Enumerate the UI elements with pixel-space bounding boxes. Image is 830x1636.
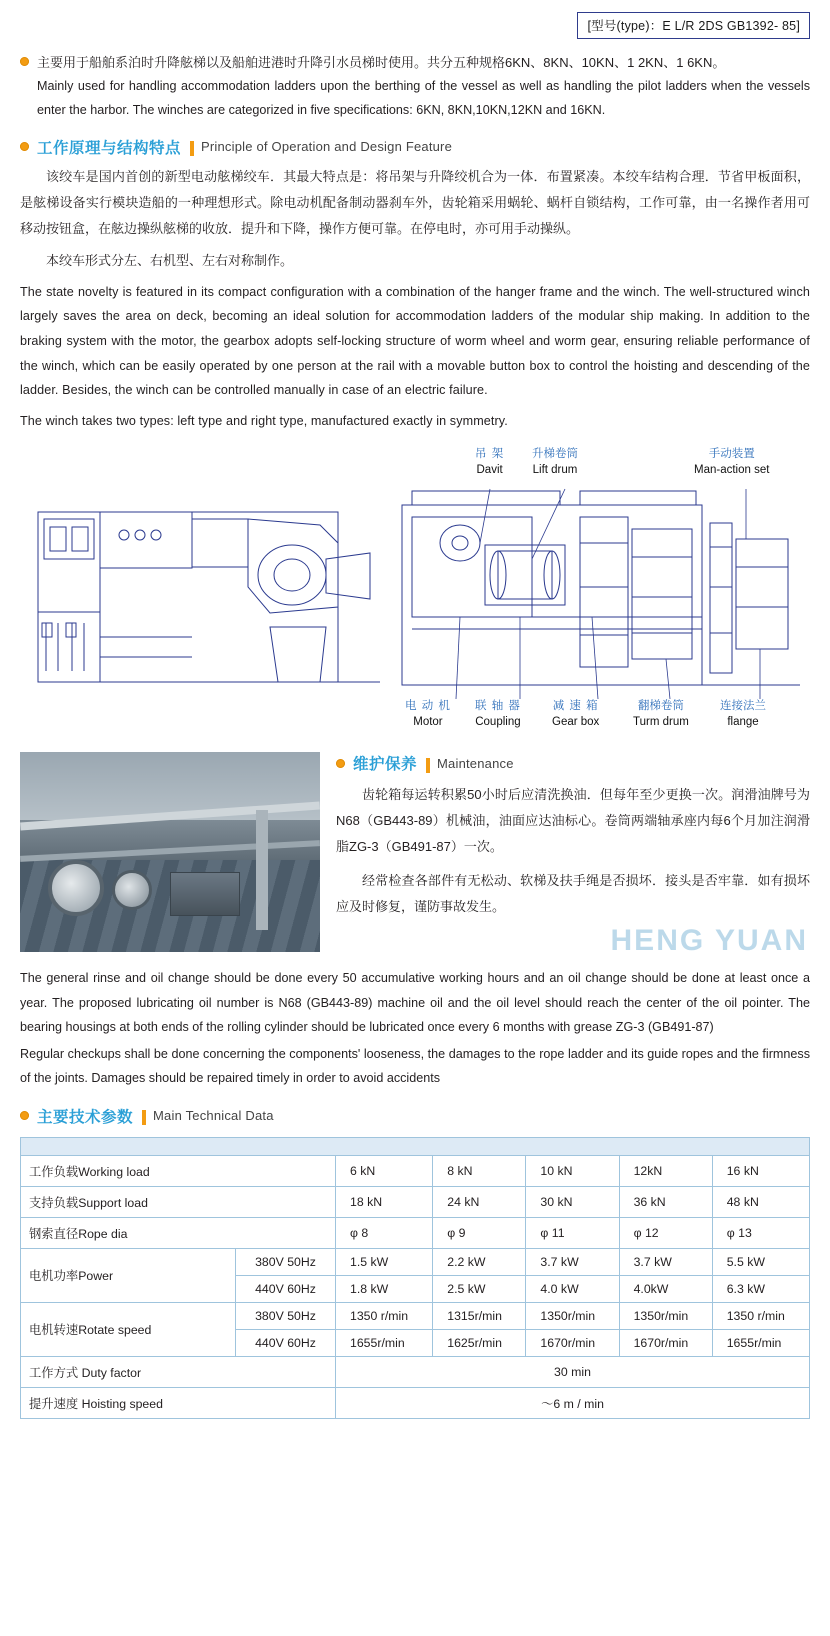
cell-speed-380-3: 1350r/min	[526, 1302, 619, 1329]
cell-support-load-5: 48 kN	[712, 1186, 809, 1217]
cell-support-load-1: 18 kN	[336, 1186, 433, 1217]
cell-power-380-2: 2.2 kW	[433, 1248, 526, 1275]
cell-power-380-5: 5.5 kW	[712, 1248, 809, 1275]
table-head-cell	[21, 1137, 810, 1155]
intro-text	[37, 51, 810, 122]
section-divider-bar	[142, 1110, 146, 1125]
technical-data-title-cn: 主要技术参数	[37, 1108, 134, 1126]
cell-support-load-3: 30 kN	[526, 1186, 619, 1217]
figure-label-gear-box-en: Gear box	[552, 715, 600, 728]
cell-power-380-4: 3.7 kW	[619, 1248, 712, 1275]
row-sub-power-380v: 380V 50Hz	[236, 1248, 336, 1275]
cell-support-load-4: 36 kN	[619, 1186, 712, 1217]
photo-gearbox	[170, 872, 240, 916]
row-sub-power-440v: 440V 60Hz	[236, 1275, 336, 1302]
technical-data-table-wrap	[20, 1137, 810, 1419]
maintenance-en-paragraph-1: The general rinse and oil change should be done every 50 accumulative working hours and an oil change should be done at least once a year. The proposed lubricating oil number is N68 (GB443-89) machine oil and the oil level should reach the center of the oil pointer. The bearing housings at both ends of the rolling cylinder should be lubricated once every 6 months with grease ZG-3 (GB491-87)	[20, 971, 810, 1035]
figure-label-turm-drum-cn: 翻梯卷筒	[637, 700, 684, 713]
figure-label-davit-en: Davit	[476, 463, 503, 476]
cell-working-load-12kn: 12kN	[619, 1155, 712, 1186]
principle-en-paragraph-1: The state novelty is featured in its compact configuration with a combination of the hanger frame and the winch. The well-structured winch largely saves the area on deck, becoming an ideal solution for accommodation ladders of the modular ship making. In addition to the braking system with the motor, the gearbox adopts self-locking structure of worm wheel and worm gear, ensuring reliable performance of the winch, which can be easily operated by one person at the rail with a movable button box to control the hoisting and descending of the ladder. Besides, the winch can be controlled manually in case of an electric failure.	[20, 284, 810, 398]
section-divider-bar	[190, 141, 194, 156]
table-row	[21, 1302, 810, 1329]
cell-rope-dia-1: φ 8	[336, 1217, 433, 1248]
figure-label-coupling	[475, 699, 521, 730]
cell-duty-factor-value: 30 min	[336, 1356, 810, 1387]
row-label-power: 电机功率Power	[21, 1248, 236, 1302]
technical-data-title-en: Main Technical Data	[153, 1108, 274, 1124]
section-heading-technical-data	[20, 1105, 810, 1127]
figure-label-gear-box-cn: 减 速 箱	[552, 700, 599, 713]
cell-power-440-4: 4.0kW	[619, 1275, 712, 1302]
maintenance-cn-paragraph-1: 齿轮箱每运转积累50小时后应清洗换油．但每年至少更换一次。润滑油牌号为N68（GB443-89）机械油，油面应达油标心。卷筒两端轴承座内每6个月加注润滑脂ZG-3（GB491-87）一次。	[336, 787, 810, 855]
type-badge-row	[20, 0, 810, 39]
cell-working-load-16kn: 16 kN	[712, 1155, 809, 1186]
figure-label-coupling-en: Coupling	[475, 715, 521, 728]
cell-power-440-2: 2.5 kW	[433, 1275, 526, 1302]
cell-speed-380-5: 1350 r/min	[712, 1302, 809, 1329]
cell-hoisting-speed-value: ～6 m / min	[336, 1387, 810, 1418]
row-label-rotate-speed: 电机转速Rotate speed	[21, 1302, 236, 1356]
figure-label-man-action-en: Man-action set	[694, 463, 770, 476]
figure-label-coupling-cn: 联 轴 器	[475, 700, 521, 713]
model-type-badge: [型号(type)：E L/R 2DS GB1392- 85]	[577, 12, 810, 39]
maintenance-title-cn: 维护保养	[353, 756, 418, 774]
figure-label-motor-cn: 电 动 机	[405, 700, 451, 713]
cell-speed-380-1: 1350 r/min	[336, 1302, 433, 1329]
bullet-dot-icon	[20, 1111, 29, 1120]
row-label-support-load: 支持负载Support load	[21, 1186, 336, 1217]
maintenance-cn-paragraph-2: 经常检查各部件有无松动、软梯及扶手绳是否损坏．接头是否牢靠．如有损坏应及时修复，谨防事故发生。	[336, 873, 810, 915]
principle-cn-paragraph-2: 本绞车形式分左、右机型、左右对称制作。	[46, 252, 294, 268]
cell-speed-380-4: 1350r/min	[619, 1302, 712, 1329]
row-label-rope-dia: 钢索直径Rope dia	[21, 1217, 336, 1248]
section-heading-principle	[20, 136, 810, 158]
cell-speed-440-2: 1625r/min	[433, 1329, 526, 1356]
row-label-duty-factor: 工作方式 Duty factor	[21, 1356, 336, 1387]
section-title-en: Principle of Operation and Design Feature	[201, 139, 453, 155]
cell-speed-440-3: 1670r/min	[526, 1329, 619, 1356]
brand-watermark: HENG YUAN	[610, 924, 808, 958]
cell-support-load-2: 24 kN	[433, 1186, 526, 1217]
table-row	[21, 1248, 810, 1275]
winch-line-drawing-svg	[20, 447, 810, 742]
cell-working-load-8kn: 8 kN	[433, 1155, 526, 1186]
bullet-dot-icon	[20, 142, 29, 151]
figure-label-man-action-cn: 手动装置	[708, 448, 755, 461]
technical-drawing	[20, 447, 810, 742]
cell-speed-440-5: 1655r/min	[712, 1329, 809, 1356]
technical-data-table	[20, 1137, 810, 1419]
photo-drum-large	[48, 860, 104, 916]
intro-text-cn: 主要用于船舶系泊时升降舷梯以及船舶进港时升降引水员梯时使用。共分五种规格6KN、8KN、10KN、1 2KN、1 6KN。	[37, 55, 726, 70]
figure-label-lift-drum-en: Lift drum	[532, 463, 578, 476]
figure-label-davit-cn: 吊 架	[475, 448, 505, 461]
figure-label-flange-en: flange	[727, 715, 759, 728]
figure-label-turm-drum-en: Turm drum	[633, 715, 689, 728]
figure-label-turm-drum	[633, 699, 689, 730]
cell-working-load-6kn: 6 kN	[336, 1155, 433, 1186]
product-photo	[20, 752, 320, 952]
cell-power-440-1: 1.8 kW	[336, 1275, 433, 1302]
maintenance-block	[20, 752, 810, 958]
cell-power-380-3: 3.7 kW	[526, 1248, 619, 1275]
table-head-strip	[21, 1137, 810, 1155]
cell-rope-dia-3: φ 11	[526, 1217, 619, 1248]
section-divider-bar	[426, 758, 430, 773]
figure-label-gear-box	[552, 699, 599, 730]
row-sub-speed-380v: 380V 50Hz	[236, 1302, 336, 1329]
cell-working-load-10kn: 10 kN	[526, 1155, 619, 1186]
maintenance-title-en: Maintenance	[437, 755, 514, 771]
figure-label-flange-cn: 连接法兰	[720, 700, 766, 713]
intro-text-en: Mainly used for handling accommodation ladders upon the berthing of the vessel as well as handling the pilot ladders when the vessels enter the harbor. The winches are categorized in five specifications: 6KN, 8KN,10KN,12KN and 16KN.	[37, 79, 810, 117]
bullet-dot-icon	[20, 57, 29, 66]
maintenance-en-text	[20, 966, 810, 1091]
figure-label-man-action	[694, 447, 769, 478]
table-row	[21, 1356, 810, 1387]
cell-speed-380-2: 1315r/min	[433, 1302, 526, 1329]
figure-label-motor	[405, 699, 451, 730]
row-label-working-load: 工作负载Working load	[21, 1155, 336, 1186]
cell-speed-440-1: 1655r/min	[336, 1329, 433, 1356]
cell-rope-dia-4: φ 12	[619, 1217, 712, 1248]
bullet-dot-icon	[336, 759, 345, 768]
row-sub-speed-440v: 440V 60Hz	[236, 1329, 336, 1356]
table-row	[21, 1186, 810, 1217]
figure-label-lift-drum-cn: 升梯卷筒	[532, 448, 578, 461]
maintenance-en-paragraph-2: Regular checkups shall be done concerning the components' looseness, the damages to the rope ladder and its guide ropes and the firmness of the joints. Damages should be repaired timely in order to avoid accidents	[20, 1046, 810, 1086]
cell-power-380-1: 1.5 kW	[336, 1248, 433, 1275]
figure-label-flange	[720, 699, 766, 730]
figure-label-davit	[475, 447, 504, 478]
cell-rope-dia-2: φ 9	[433, 1217, 526, 1248]
photo-post	[256, 810, 268, 930]
principle-en-paragraph-2: The winch takes two types: left type and right type, manufactured exactly in symmetry.	[20, 413, 508, 428]
section-title-cn: 工作原理与结构特点	[37, 139, 182, 157]
figure-label-lift-drum	[532, 447, 578, 478]
row-label-hoisting-speed: 提升速度 Hoisting speed	[21, 1387, 336, 1418]
cell-power-440-5: 6.3 kW	[712, 1275, 809, 1302]
principle-cn-paragraph-1: 该绞车是国内首创的新型电动舷梯绞车．其最大特点是：将吊架与升降绞机合为一体．布置紧凑。本绞车结构合理．节省甲板面积，是舷梯设备实行模块造船的一种理想形式。除电动机配备制动器刹车外，齿轮箱采用蜗轮、蜗杆自锁结构，工作可靠，由一名操作者用可移动按钮盒，在舷边操纵舷梯的收放．提升和下降，操作方便可靠。在停电时，亦可用手动操纵。	[20, 168, 810, 236]
cell-rope-dia-5: φ 13	[712, 1217, 809, 1248]
photo-drum-small	[112, 870, 152, 910]
intro-block	[20, 51, 810, 122]
cell-power-440-3: 4.0 kW	[526, 1275, 619, 1302]
table-row	[21, 1387, 810, 1418]
figure-label-motor-en: Motor	[413, 715, 443, 728]
cell-speed-440-4: 1670r/min	[619, 1329, 712, 1356]
table-row	[21, 1155, 810, 1186]
maintenance-text-column	[320, 752, 810, 958]
table-row	[21, 1217, 810, 1248]
section-heading-maintenance	[336, 752, 810, 774]
